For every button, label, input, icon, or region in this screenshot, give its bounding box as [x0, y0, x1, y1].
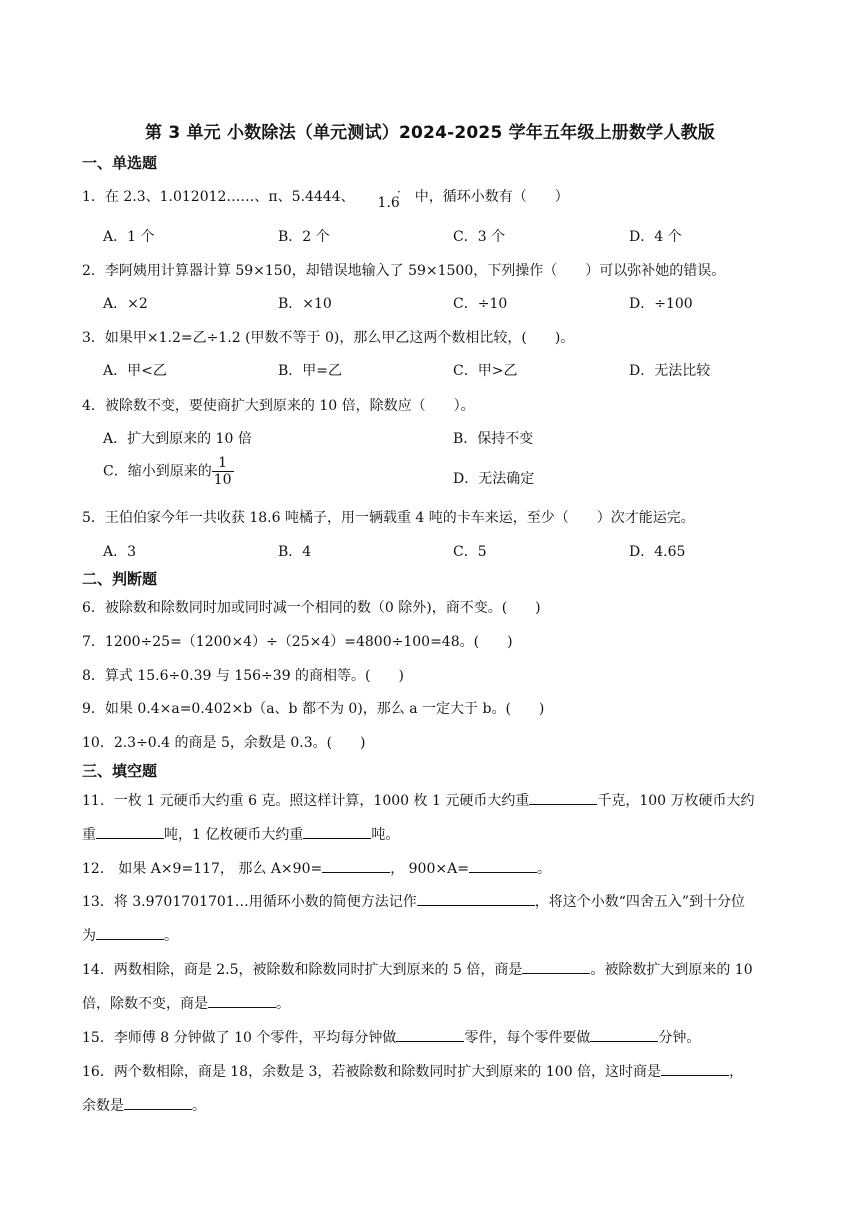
q5-option-d[interactable]: D．4.65 [629, 544, 686, 560]
question-10: 10．2.3÷0.4 的商是 5，余数是 0.3。( ) [82, 735, 366, 751]
q16-text-a: 16．两个数相除，商是 18，余数是 3，若被除数和除数同时扩大到原来的 100 倍，这时商是 [82, 1064, 662, 1080]
q1-option-c[interactable]: C．3 个 [453, 229, 506, 245]
question-1-stem-a: 1．在 2.3、1.012012……、π、5.4444、 [82, 189, 355, 205]
q5-option-b[interactable]: B．4 [278, 544, 312, 560]
q4-option-d[interactable]: D．无法确定 [453, 471, 535, 487]
question-9: 9．如果 0.4×a=0.402×b（a、b 都不为 0)，那么 a 一定大于 b。( ) [82, 701, 545, 717]
q2-option-a[interactable]: A．×2 [103, 296, 148, 312]
question-8: 8．算式 15.6÷0.39 与 156÷39 的商相等。( ) [82, 668, 404, 684]
q12-blank-2[interactable] [469, 858, 537, 873]
q14-blank-1[interactable] [522, 959, 590, 974]
repeating-dot: · [396, 185, 401, 199]
q11-text-b: 千克，100 万枚硬币大约 [597, 793, 755, 809]
q1-option-a[interactable]: A．1 个 [103, 229, 155, 245]
q16-blank-2[interactable] [124, 1095, 192, 1110]
question-6: 6．被除数和除数同时加或同时减一个相同的数（0 除外)，商不变。( ) [82, 600, 541, 616]
q12-text-b: ， 900×A= [390, 861, 469, 877]
question-13-line-1 [82, 891, 745, 911]
q1-option-b[interactable]: B．2 个 [278, 229, 330, 245]
q11-text-c: 重 [82, 827, 96, 843]
q13-blank-1[interactable] [417, 891, 535, 906]
q13-text-b: ，将这个小数“四舍五入”到十分位 [534, 894, 746, 910]
fraction-denominator: 10 [213, 472, 232, 488]
q12-text-c: 。 [536, 861, 551, 877]
q13-blank-2[interactable] [96, 925, 164, 940]
q11-text-e: 吨。 [371, 827, 400, 843]
q5-option-c[interactable]: C．5 [453, 544, 487, 560]
question-14-line-1 [82, 959, 753, 979]
q11-text-d: 吨，1 亿枚硬币大约重 [164, 827, 304, 843]
q15-blank-1[interactable] [396, 1027, 464, 1042]
question-12 [82, 858, 551, 878]
question-2: 2．李阿姨用计算器计算 59×150，却错误地输入了 59×1500，下列操作（ ）可以弥补她的错误。 [82, 263, 726, 279]
question-7: 7．1200÷25=（1200×4）÷（25×4）=4800÷100=48。( ) [82, 634, 513, 650]
page-title: 第 3 单元 小数除法（单元测试）2024-2025 学年五年级上册数学人教版 [145, 123, 715, 143]
question-4: 4．被除数不变，要使商扩大到原来的 10 倍，除数应（ ）。 [82, 398, 475, 414]
question-14-line-2 [82, 993, 290, 1013]
q12-blank-1[interactable] [322, 858, 390, 873]
q11-blank-1[interactable] [529, 790, 597, 805]
question-11-line-1 [82, 790, 755, 810]
q11-blank-3[interactable] [303, 824, 371, 839]
repeating-digit: 6 [390, 195, 400, 211]
q15-text-c: 分钟。 [658, 1030, 701, 1046]
q11-blank-2[interactable] [96, 824, 164, 839]
question-16-line-1 [82, 1061, 743, 1081]
fraction-numerator: 1 [212, 455, 234, 472]
q14-text-d: 。 [276, 996, 290, 1012]
q11-text-a: 11．一枚 1 元硬币大约重 6 克。照这样计算，1000 枚 1 元硬币大约重 [82, 793, 530, 809]
question-3: 3．如果甲×1.2=乙÷1.2 (甲数不等于 0)，那么甲乙这两个数相比较，( )。 [82, 330, 575, 346]
question-13-line-2 [82, 925, 178, 945]
q13-text-d: 。 [164, 928, 178, 944]
q1-option-d[interactable]: D．4 个 [629, 229, 682, 245]
q16-text-c: 余数是 [82, 1098, 124, 1114]
q4-option-a[interactable]: A．扩大到原来的 10 倍 [103, 431, 252, 447]
q16-blank-1[interactable] [661, 1061, 729, 1076]
q4-option-b[interactable]: B．保持不变 [453, 431, 534, 447]
question-11-line-2 [82, 824, 399, 844]
question-15 [82, 1027, 700, 1047]
section-heading-single-choice: 一、单选题 [82, 154, 158, 172]
q2-option-c[interactable]: C．÷10 [453, 296, 508, 312]
q14-blank-2[interactable] [208, 993, 276, 1008]
q3-option-a[interactable]: A．甲<乙 [103, 363, 167, 379]
q13-text-a: 13．将 3.9701701701…用循环小数的简便方法记作 [82, 894, 417, 910]
q15-text-a: 15．李师傅 8 分钟做了 10 个零件，平均每分钟做 [82, 1030, 397, 1046]
q12-text-a: 12． 如果 A×9=117， 那么 A×90= [82, 861, 323, 877]
q3-option-c[interactable]: C．甲>乙 [453, 363, 518, 379]
repeating-decimal-int: 1. [377, 195, 391, 211]
q4-option-c-text: C．缩小到原来的 [103, 463, 212, 480]
question-16-line-2 [82, 1095, 206, 1115]
q5-option-a[interactable]: A．3 [103, 544, 137, 560]
q3-option-d[interactable]: D．无法比较 [629, 363, 711, 379]
q2-option-b[interactable]: B．×10 [278, 296, 332, 312]
q16-text-b: ， [729, 1064, 744, 1080]
q16-text-d: 。 [192, 1098, 206, 1114]
repeating-decimal [377, 185, 401, 211]
q15-text-b: 零件，每个零件要做 [464, 1030, 591, 1046]
q14-text-c: 倍，除数不变，商是 [82, 996, 208, 1012]
question-5: 5．王伯伯家今年一共收获 18.6 吨橘子，用一辆载重 4 吨的卡车来运，至少（ ）次才能运完。 [82, 510, 695, 526]
q4-option-c[interactable] [103, 455, 234, 488]
q3-option-b[interactable]: B．甲=乙 [278, 363, 343, 379]
q2-option-d[interactable]: D．÷100 [629, 296, 693, 312]
q15-blank-2[interactable] [590, 1027, 658, 1042]
question-1-stem-b: 中，循环小数有（ ） [414, 189, 569, 205]
q14-text-a: 14．两数相除，商是 2.5，被除数和除数同时扩大到原来的 5 倍，商是 [82, 962, 523, 978]
section-heading-true-false: 二、判断题 [82, 570, 158, 588]
q13-text-c: 为 [82, 928, 96, 944]
fraction-one-tenth [212, 455, 234, 488]
q14-text-b: 。被除数扩大到原来的 10 [590, 962, 753, 978]
question-1 [82, 185, 569, 211]
section-heading-fill-blank: 三、填空题 [82, 762, 158, 780]
